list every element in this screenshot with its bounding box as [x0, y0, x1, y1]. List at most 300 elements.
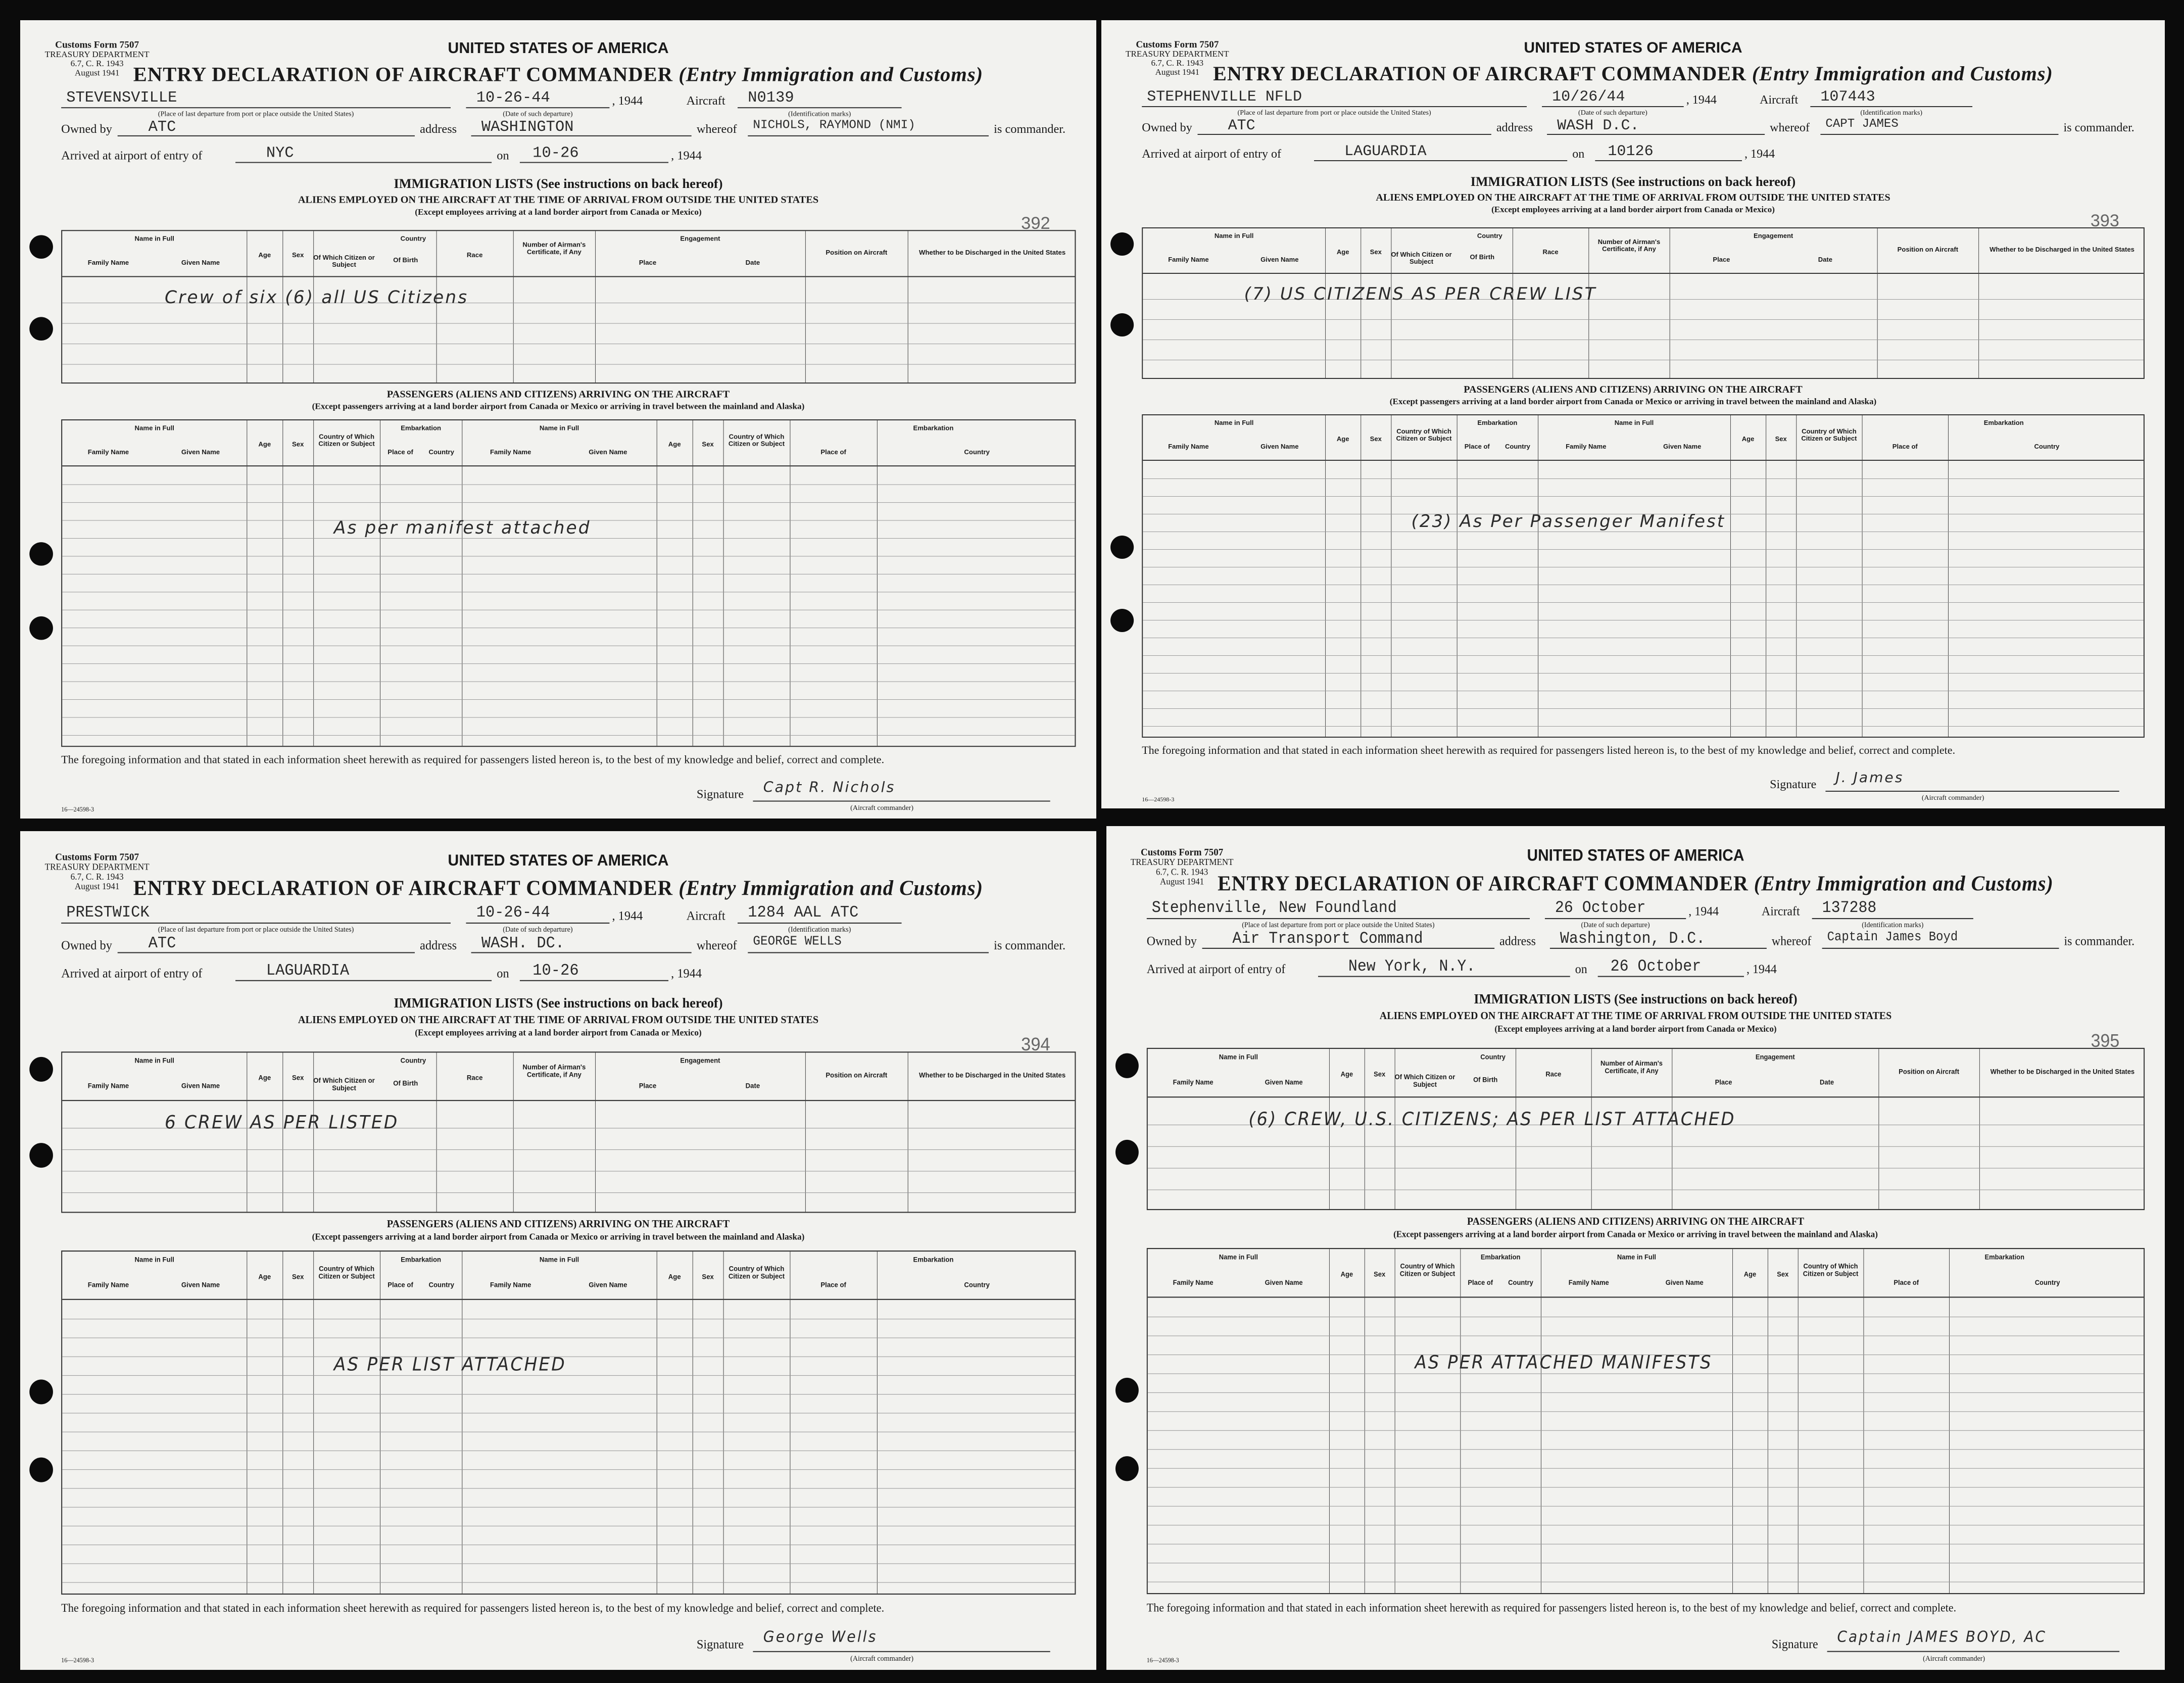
th-p-family-name: Family Name [87, 448, 129, 456]
form-title [20, 875, 1096, 900]
th-age: Age [1336, 248, 1349, 256]
page-number: 395 [2091, 1030, 2120, 1051]
th-country: Country [400, 234, 426, 243]
immigration-lists-heading: IMMIGRATION LISTS (See instructions on back hereof) [394, 176, 723, 191]
owned-by: ATC [148, 118, 176, 136]
aliens-except: (Except employees arriving at a land border airport from Canada or Mexico) [1491, 205, 1775, 214]
owned-label: Owned by [61, 122, 112, 136]
signature-caption: (Aircraft commander) [1921, 794, 1984, 802]
aliens-heading: ALIENS EMPLOYED ON THE AIRCRAFT AT THE TIME OF ARRIVAL FROM OUTSIDE THE UNITED STATES [298, 1014, 819, 1026]
cfr: 6.7, C. R. 1943 [1151, 58, 1204, 68]
crew-note: (7) US CITIZENS AS PER CREW LIST [1244, 284, 1597, 304]
year-suffix: 4 [1710, 93, 1717, 107]
department: TREASURY DEPARTMENT [44, 49, 150, 59]
country-heading: UNITED STATES OF AMERICA [1524, 39, 1742, 56]
commander: Captain James Boyd [1827, 930, 1958, 945]
department: TREASURY DEPARTMENT [44, 861, 150, 872]
commander: GEORGE WELLS [753, 934, 842, 949]
aircraft-label: Aircraft [686, 909, 725, 923]
th-discharged: Whether to be Discharged in the United States [919, 1071, 1066, 1079]
th-p-sex: Sex [292, 1272, 304, 1281]
owned-label: Owned by [1146, 934, 1197, 948]
commander-label: is commander. [2063, 121, 2134, 134]
th-p-family-name-2: Family Name [490, 448, 531, 456]
departure-place: STEVENSVILLE [66, 89, 177, 107]
th-p-country-2: Country [2034, 1278, 2060, 1287]
cfr: 6.7, C. R. 1943 [1156, 867, 1208, 877]
th-p-embarkation: Embarkation [1477, 419, 1518, 426]
th-discharged: Whether to be Discharged in the United States [919, 248, 1066, 256]
whereof-label: whereof [1770, 121, 1810, 134]
sub-date: (Date of such departure) [1581, 921, 1650, 930]
sub-ident: (Identification marks) [1862, 921, 1924, 930]
punch-hole [1110, 313, 1134, 336]
owned-label: Owned by [1142, 121, 1192, 134]
th-p-family-name-2: Family Name [1568, 1278, 1609, 1287]
th-p-sex-2: Sex [1775, 435, 1787, 443]
signature-label: Signature [1771, 1637, 1818, 1652]
th-age: Age [258, 251, 271, 259]
form-number: 16—24598-3 [61, 1656, 94, 1664]
th-of-birth: Of Birth [393, 1079, 418, 1087]
th-country: Country [400, 1056, 426, 1065]
arrived-year-label: , 194 [671, 149, 696, 163]
form-number: 16—24598-3 [1146, 1656, 1179, 1664]
arrived-airport: LAGUARDIA [266, 961, 350, 980]
th-p-given-name-2: Given Name [1665, 1278, 1704, 1287]
arrived-year: 4 [1770, 962, 1777, 977]
th-engagement: Engagement [680, 234, 720, 243]
sub-place: (Place of last departure from port or place outside the United States) [158, 926, 354, 934]
th-p-given-name-2: Given Name [1663, 443, 1702, 450]
th-position: Position on Aircraft [826, 248, 888, 256]
signature: George Wells [763, 1628, 878, 1646]
arrived-airport: New York, N.Y. [1348, 957, 1476, 976]
th-p-place-of: Place of [387, 1280, 413, 1289]
th-age: Age [1340, 1070, 1353, 1078]
th-p-place-of-2: Place of [1892, 443, 1918, 450]
address-label: address [420, 938, 457, 953]
signature-label: Signature [696, 788, 744, 801]
th-p-embarkation-2: Embarkation [1983, 419, 2024, 426]
th-p-given-name: Given Name [1265, 1278, 1303, 1287]
th-airman-cert: Number of Airman's Certificate, if Any [1597, 238, 1661, 253]
passengers-heading: PASSENGERS (ALIENS AND CITIZENS) ARRIVING ON THE AIRCRAFT [1464, 384, 1803, 395]
year-label: , 194 [1688, 904, 1713, 919]
th-p-embarkation-2: Embarkation [1984, 1253, 2025, 1261]
form-id: Customs Form 7507 [55, 39, 139, 51]
th-date: Date [1818, 256, 1833, 263]
arrived-on: 10-26 [532, 145, 579, 162]
title-italic: (Entry Immigration and Customs) [1752, 62, 2053, 85]
departure-date: 10/26/44 [1552, 88, 1625, 106]
th-p-given-name-2: Given Name [589, 448, 627, 456]
th-p-family-name: Family Name [87, 1280, 129, 1289]
entry-declaration-form-1 [20, 20, 1096, 819]
passenger-table [1147, 1248, 2145, 1594]
th-p-sex-2: Sex [702, 1272, 714, 1281]
th-country: Country [1477, 232, 1502, 239]
address-label: address [420, 122, 457, 136]
address: WASH. DC. [481, 934, 565, 953]
punch-hole [29, 1379, 53, 1404]
on-label: on [497, 149, 509, 163]
th-place: Place [1713, 256, 1730, 263]
passengers-heading: PASSENGERS (ALIENS AND CITIZENS) ARRIVING ON THE AIRCRAFT [1467, 1215, 1805, 1228]
th-p-age-2: Age [1743, 1270, 1757, 1278]
th-p-embarkation-2: Embarkation [913, 424, 954, 432]
th-p-name-in-full-2: Name in Full [539, 424, 579, 432]
sub-place: (Place of last departure from port or place outside the United States) [1237, 109, 1431, 117]
th-p-country: Country [1504, 443, 1530, 450]
crew-table [1142, 227, 2145, 379]
th-sex: Sex [292, 1073, 304, 1082]
aircraft-label: Aircraft [1761, 904, 1800, 919]
country-heading: UNITED STATES OF AMERICA [448, 851, 669, 870]
owned-label: Owned by [61, 938, 112, 953]
cfr: 6.7, C. R. 1943 [70, 58, 124, 69]
aliens-heading: ALIENS EMPLOYED ON THE AIRCRAFT AT THE TIME OF ARRIVAL FROM OUTSIDE THE UNITED STATES [298, 194, 819, 206]
departure-place: Stephenville, New Foundland [1151, 899, 1397, 918]
page-number: 392 [1021, 213, 1050, 233]
whereof-label: whereof [1771, 934, 1812, 948]
th-p-name-in-full-2: Name in Full [1614, 419, 1654, 426]
th-of-birth: Of Birth [1470, 253, 1495, 261]
th-engagement: Engagement [1755, 1052, 1795, 1061]
aircraft-label: Aircraft [686, 94, 725, 108]
arrived-label: Arrived at airport of entry of [61, 149, 203, 163]
th-sex: Sex [292, 251, 304, 259]
commander: CAPT JAMES [1825, 117, 1899, 131]
th-p-given-name: Given Name [181, 1280, 220, 1289]
th-p-country: Country [1508, 1278, 1533, 1287]
arrived-year-label: , 194 [1746, 962, 1771, 977]
form-date: August 1941 [1160, 876, 1204, 887]
th-p-family-name-2: Family Name [1566, 443, 1607, 450]
sub-date: (Date of such departure) [503, 926, 573, 934]
th-given-name: Given Name [1260, 256, 1299, 263]
th-p-country-citizen: Country of Which Citizen or Subject [318, 1264, 375, 1280]
departure-date: 10-26-44 [476, 903, 550, 922]
th-p-country-citizen: Country of Which Citizen or Subject [1399, 1262, 1455, 1278]
year-label: , 194 [1686, 93, 1711, 107]
passenger-note: AS PER LIST ATTACHED [333, 1354, 566, 1375]
aliens-except: (Except employees arriving at a land border airport from Canada or Mexico) [415, 1027, 702, 1038]
certification-text: The foregoing information and that stated in each information sheet herewith as required for passengers listed hereon is, to the best of my knowledge and belief, correct and complete. [61, 753, 885, 766]
th-p-place-of: Place of [387, 448, 413, 456]
crew-table [61, 230, 1076, 383]
th-p-age-2: Age [668, 1272, 681, 1281]
punch-hole [29, 235, 53, 259]
th-p-country-2: Country [964, 1280, 990, 1289]
th-p-place-of: Place of [1468, 1278, 1493, 1287]
passengers-except: (Except passengers arriving at a land border airport from Canada or Mexico or arriving in travel between the mainland and Alaska) [312, 1231, 805, 1242]
passenger-table [61, 1251, 1076, 1595]
cfr: 6.7, C. R. 1943 [70, 871, 124, 882]
arrived-year-label: , 194 [1744, 148, 1769, 161]
owned-by: ATC [148, 934, 176, 953]
th-name-in-full: Name in Full [1219, 1052, 1258, 1061]
aliens-except: (Except employees arriving at a land border airport from Canada or Mexico) [415, 207, 702, 217]
commander: NICHOLS, RAYMOND (NMI) [753, 118, 915, 132]
th-p-place-of: Place of [1464, 443, 1490, 450]
th-p-country-citizen-2: Country of Which Citizen or Subject [728, 1264, 785, 1280]
year-suffix: 4 [637, 909, 643, 923]
arrived-airport: LAGUARDIA [1344, 143, 1427, 160]
th-p-name-in-full: Name in Full [134, 424, 174, 432]
sub-date: (Date of such departure) [1578, 109, 1647, 117]
punch-hole [29, 616, 53, 640]
passenger-note: AS PER ATTACHED MANIFESTS [1415, 1352, 1713, 1374]
title-italic: (Entry Immigration and Customs) [1754, 871, 2054, 896]
th-race: Race [1545, 1070, 1562, 1078]
th-p-name-in-full: Name in Full [1214, 419, 1254, 426]
signature: Capt R. Nichols [763, 779, 896, 796]
th-p-country-2: Country [964, 448, 990, 456]
sub-ident: (Identification marks) [788, 110, 851, 118]
th-family-name: Family Name [87, 1081, 129, 1090]
on-label: on [1572, 148, 1585, 161]
crew-table [1147, 1048, 2145, 1210]
signature-caption: (Aircraft commander) [850, 1655, 914, 1663]
th-airman-cert: Number of Airman's Certificate, if Any [522, 241, 586, 256]
whereof-label: whereof [696, 122, 737, 136]
entry-declaration-form-2 [1101, 20, 2165, 808]
arrived-year: 4 [695, 967, 702, 981]
th-of-birth: Of Birth [393, 256, 418, 264]
th-p-family-name-2: Family Name [490, 1280, 531, 1289]
th-race: Race [466, 251, 483, 259]
punch-hole [1115, 1456, 1139, 1481]
immigration-lists-heading: IMMIGRATION LISTS (See instructions on back hereof) [1470, 174, 1796, 189]
address-label: address [1496, 121, 1533, 134]
th-given-name: Given Name [181, 258, 220, 267]
th-p-age-2: Age [1741, 435, 1755, 443]
on-label: on [497, 967, 509, 981]
year-label: , 194 [612, 94, 637, 108]
page-number: 393 [2090, 211, 2119, 230]
th-p-sex: Sex [1374, 1270, 1386, 1278]
th-p-embarkation: Embarkation [1480, 1253, 1521, 1261]
th-p-sex: Sex [1370, 435, 1382, 443]
form-id: Customs Form 7507 [1136, 39, 1219, 50]
punch-hole [1115, 1140, 1139, 1165]
on-label: on [1575, 962, 1587, 977]
immigration-lists-heading: IMMIGRATION LISTS (See instructions on back hereof) [394, 995, 723, 1011]
departure-place: STEPHENVILLE NFLD [1147, 88, 1302, 106]
punch-hole [1110, 232, 1134, 256]
form-number: 16—24598-3 [61, 805, 94, 813]
th-age: Age [258, 1073, 271, 1082]
th-p-age: Age [1336, 435, 1349, 443]
th-airman-cert: Number of Airman's Certificate, if Any [1600, 1059, 1663, 1075]
th-p-country-citizen: Country of Which Citizen or Subject [318, 432, 375, 448]
th-place: Place [1715, 1078, 1732, 1086]
th-race: Race [1542, 248, 1559, 256]
th-p-name-in-full: Name in Full [1219, 1253, 1258, 1261]
th-family-name: Family Name [1168, 256, 1209, 263]
arrived-airport: NYC [266, 145, 294, 162]
th-p-place-of-2: Place of [1894, 1278, 1919, 1287]
form-title [1106, 871, 2165, 896]
th-place: Place [639, 258, 657, 267]
arrived-year: 4 [1769, 148, 1775, 161]
crew-note: 6 CREW AS PER LISTED [165, 1112, 399, 1134]
departure-date: 26 October [1555, 899, 1646, 918]
country-heading: UNITED STATES OF AMERICA [448, 39, 669, 57]
th-p-age: Age [258, 1272, 271, 1281]
passengers-except: (Except passengers arriving at a land border airport from Canada or Mexico or arriving in travel between the mainland and Alaska) [312, 401, 805, 411]
form-title [20, 62, 1096, 86]
arrived-label: Arrived at airport of entry of [1142, 148, 1282, 161]
th-p-embarkation-2: Embarkation [913, 1255, 954, 1264]
country-heading: UNITED STATES OF AMERICA [1527, 846, 1744, 865]
owned-by: ATC [1228, 117, 1255, 134]
crew-note: (6) CREW, U.S. CITIZENS; AS PER LIST ATTACHED [1248, 1108, 1736, 1130]
passenger-table [61, 419, 1076, 747]
address-label: address [1499, 934, 1536, 948]
th-p-age-2: Age [668, 440, 681, 448]
th-country: Country [1480, 1052, 1506, 1061]
passengers-heading: PASSENGERS (ALIENS AND CITIZENS) ARRIVING ON THE AIRCRAFT [386, 1218, 730, 1230]
th-date: Date [745, 1081, 760, 1090]
th-p-country: Country [428, 1280, 455, 1289]
punch-hole [29, 1057, 53, 1082]
th-p-age: Age [258, 440, 271, 448]
form-title [1101, 62, 2165, 85]
aircraft-label: Aircraft [1760, 93, 1799, 107]
th-name-in-full: Name in Full [134, 1056, 174, 1065]
signature-caption: (Aircraft commander) [850, 804, 914, 812]
aliens-except: (Except employees arriving at a land border airport from Canada or Mexico) [1494, 1023, 1777, 1034]
signature-label: Signature [696, 1638, 744, 1652]
passengers-except: (Except passengers arriving at a land border airport from Canada or Mexico or arriving in travel between the mainland and Alaska) [1393, 1229, 1878, 1239]
arrived-label: Arrived at airport of entry of [1146, 962, 1286, 977]
form-id: Customs Form 7507 [55, 851, 139, 863]
th-of-birth: Of Birth [1473, 1075, 1498, 1084]
th-p-sex-2: Sex [1777, 1270, 1789, 1278]
th-engagement: Engagement [1754, 232, 1793, 239]
department: TREASURY DEPARTMENT [1130, 857, 1234, 868]
arrived-year: 4 [695, 149, 702, 163]
th-citizen-of: Of Which Citizen or Subject [313, 1076, 375, 1092]
aliens-heading: ALIENS EMPLOYED ON THE AIRCRAFT AT THE TIME OF ARRIVAL FROM OUTSIDE THE UNITED STATES [1379, 1009, 1892, 1022]
passengers-heading: PASSENGERS (ALIENS AND CITIZENS) ARRIVING ON THE AIRCRAFT [386, 389, 730, 400]
punch-hole [29, 1458, 53, 1482]
punch-hole [1115, 1053, 1139, 1078]
owned-by: Air Transport Command [1232, 930, 1423, 948]
th-p-name-in-full-2: Name in Full [1617, 1253, 1657, 1261]
th-p-embarkation: Embarkation [401, 1255, 442, 1264]
certification-text: The foregoing information and that stated in each information sheet herewith as required for passengers listed hereon is, to the best of my knowledge and belief, correct and complete. [1142, 744, 1956, 756]
th-p-embarkation: Embarkation [401, 424, 442, 432]
th-p-place-of-2: Place of [820, 1280, 846, 1289]
th-p-family-name: Family Name [1173, 1278, 1214, 1287]
th-sex: Sex [1370, 248, 1382, 256]
signature: Captain JAMES BOYD, AC [1837, 1627, 2047, 1646]
aircraft-id: 137288 [1822, 899, 1877, 918]
th-p-country-citizen: Country of Which Citizen or Subject [1396, 427, 1452, 442]
punch-hole [29, 317, 53, 341]
address: WASHINGTON [481, 118, 574, 136]
title-italic: (Entry Immigration and Customs) [678, 63, 984, 86]
th-date: Date [1820, 1078, 1834, 1086]
year-suffix: 4 [637, 94, 643, 108]
address: WASH D.C. [1557, 117, 1639, 134]
th-p-country-citizen-2: Country of Which Citizen or Subject [1803, 1262, 1859, 1278]
aircraft-id: N0139 [748, 89, 794, 107]
th-p-sex: Sex [292, 440, 304, 448]
sub-place: (Place of last departure from port or place outside the United States) [158, 110, 354, 118]
th-position: Position on Aircraft [1899, 1067, 1960, 1076]
th-engagement: Engagement [680, 1056, 720, 1065]
th-p-country: Country [428, 448, 455, 456]
signature: J. James [1835, 769, 1904, 786]
th-p-family-name: Family Name [1168, 443, 1209, 450]
form-date: August 1941 [1155, 67, 1200, 77]
department: TREASURY DEPARTMENT [1126, 49, 1229, 59]
th-family-name: Family Name [87, 258, 129, 267]
punch-hole [1110, 536, 1134, 559]
passenger-note: (23) As Per Passenger Manifest [1411, 511, 1726, 532]
form-date: August 1941 [74, 881, 120, 892]
crew-table [61, 1051, 1076, 1213]
th-family-name: Family Name [1173, 1078, 1214, 1086]
th-p-given-name: Given Name [181, 448, 220, 456]
th-position: Position on Aircraft [826, 1071, 888, 1079]
th-p-country-2: Country [2034, 443, 2060, 450]
arrived-on: 26 October [1610, 957, 1702, 976]
th-date: Date [745, 258, 760, 267]
whereof-label: whereof [696, 938, 737, 953]
th-p-place-of-2: Place of [820, 448, 846, 456]
punch-hole [1115, 1378, 1139, 1403]
arrived-on: 10126 [1608, 143, 1654, 160]
th-p-sex-2: Sex [702, 440, 714, 448]
th-p-name-in-full-2: Name in Full [539, 1255, 579, 1264]
crew-note: Crew of six (6) all US Citizens [165, 287, 469, 308]
th-citizen-of: Of Which Citizen or Subject [1394, 1073, 1455, 1089]
sub-ident: (Identification marks) [1860, 109, 1923, 117]
signature-caption: (Aircraft commander) [1923, 1655, 1985, 1663]
th-name-in-full: Name in Full [134, 234, 174, 243]
passengers-except: (Except passengers arriving at a land border airport from Canada or Mexico or arriving in travel between the mainland and Alaska) [1389, 397, 1877, 406]
certification-text: The foregoing information and that stated in each information sheet herewith as required for passengers listed hereon is, to the best of my knowledge and belief, correct and complete. [1146, 1600, 1957, 1614]
passenger-table [1142, 414, 2145, 738]
commander-label: is commander. [994, 938, 1066, 953]
aliens-heading: ALIENS EMPLOYED ON THE AIRCRAFT AT THE TIME OF ARRIVAL FROM OUTSIDE THE UNITED STATES [1376, 192, 1890, 203]
form-number: 16—24598-3 [1142, 796, 1175, 803]
year-label: , 194 [612, 909, 637, 923]
sub-ident: (Identification marks) [788, 926, 851, 934]
address: Washington, D.C. [1560, 930, 1706, 948]
th-p-given-name: Given Name [1260, 443, 1299, 450]
punch-hole [29, 1143, 53, 1168]
aircraft-id: 1284 AAL ATC [748, 903, 859, 922]
sub-date: (Date of such departure) [503, 110, 573, 118]
th-p-country-citizen-2: Country of Which Citizen or Subject [1801, 427, 1857, 442]
th-place: Place [639, 1081, 657, 1090]
th-p-country-citizen-2: Country of Which Citizen or Subject [728, 432, 785, 448]
th-discharged: Whether to be Discharged in the United States [1989, 246, 2134, 253]
arrived-year-label: , 194 [671, 967, 696, 981]
th-sex: Sex [1374, 1070, 1386, 1078]
th-discharged: Whether to be Discharged in the United States [1990, 1067, 2135, 1076]
th-given-name: Given Name [181, 1081, 220, 1090]
departure-date: 10-26-44 [476, 89, 550, 107]
commander-label: is commander. [994, 122, 1066, 136]
aircraft-id: 107443 [1820, 88, 1875, 106]
